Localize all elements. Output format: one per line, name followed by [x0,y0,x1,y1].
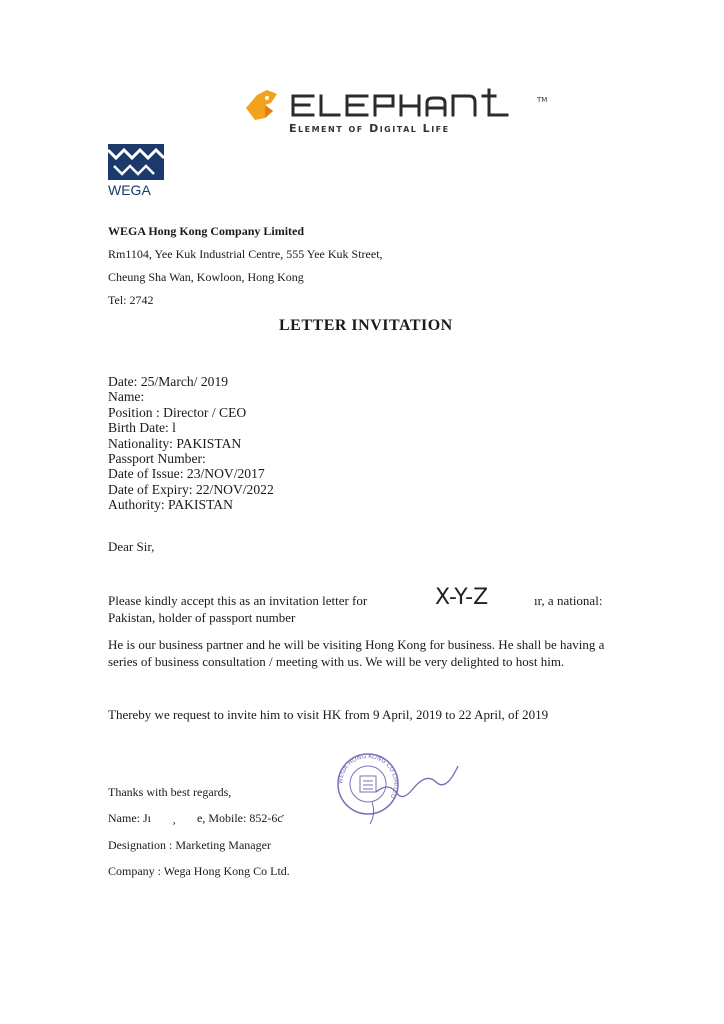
signatory-name-mid: ¸ [172,811,176,825]
signatory-name-suffix: e, Mobile: 852-6ƈ [197,811,283,825]
stamp-text: WEGA HONG KONG CO LIMITED [336,752,400,800]
detail-issue-date: Date of Issue: 23/NOV/2017 [108,466,265,482]
letter-title: LETTER INVITATION [279,317,453,334]
telephone: Tel: 2742 [108,293,154,307]
signatory-company: Company : Wega Hong Kong Co Ltd. [108,864,290,878]
details-block [108,374,274,513]
trademark-label: TM [537,96,548,104]
paragraph-1-end: ır, a national: [534,593,603,608]
detail-passport: Passport Number: [108,451,206,467]
detail-expiry-date: Date of Expiry: 22/NOV/2022 [108,481,274,497]
detail-date: Date: 25/March/ 2019 [108,374,229,389]
signatory-designation: Designation : Marketing Manager [108,838,271,852]
detail-nationality: Nationality: PAKISTAN [108,435,242,451]
wega-logo-icon [108,144,164,180]
paragraph-1-start: Please kindly accept this as an invitation letter for [108,593,368,608]
address-line-1: Rm1104, Yee Kuk Industrial Centre, 555 Yee Kuk Street, [108,247,383,261]
closing-regards: Thanks with best regards, [108,785,232,799]
elephant-logo [243,86,553,136]
paragraph-1-line-2: Pakistan, holder of passport number [108,610,296,625]
signatory-name-prefix: Name: Jı [108,811,151,825]
wega-logo-text: WEGA [108,182,151,198]
logo-tagline: Element of Digital Life [289,122,450,135]
company-stamp [336,752,466,832]
salutation: Dear Sir, [108,539,155,554]
detail-position: Position : Director / CEO [108,404,247,420]
wega-logo [108,144,168,200]
invitee-name: X-Y-Z [435,585,489,610]
paragraph-3: Thereby we request to invite him to visit HK from 9 April, 2019 to 22 April, of 2019 [108,707,549,722]
paragraph-2-line-2: series of business consultation / meeting with us. We will be very delighted to host him. [108,654,565,669]
company-name: WEGA Hong Kong Company Limited [108,224,305,238]
detail-birth-date: Birth Date: l [108,420,176,436]
stamp-seal-icon [336,752,466,832]
detail-name: Name: [108,389,145,405]
address-line-2: Cheung Sha Wan, Kowloon, Hong Kong [108,270,304,284]
paragraph-2-line-1: He is our business partner and he will be visiting Hong Kong for business. He shall be having a [108,637,605,652]
detail-authority: Authority: PAKISTAN [108,497,233,513]
signatory-name [108,811,283,826]
